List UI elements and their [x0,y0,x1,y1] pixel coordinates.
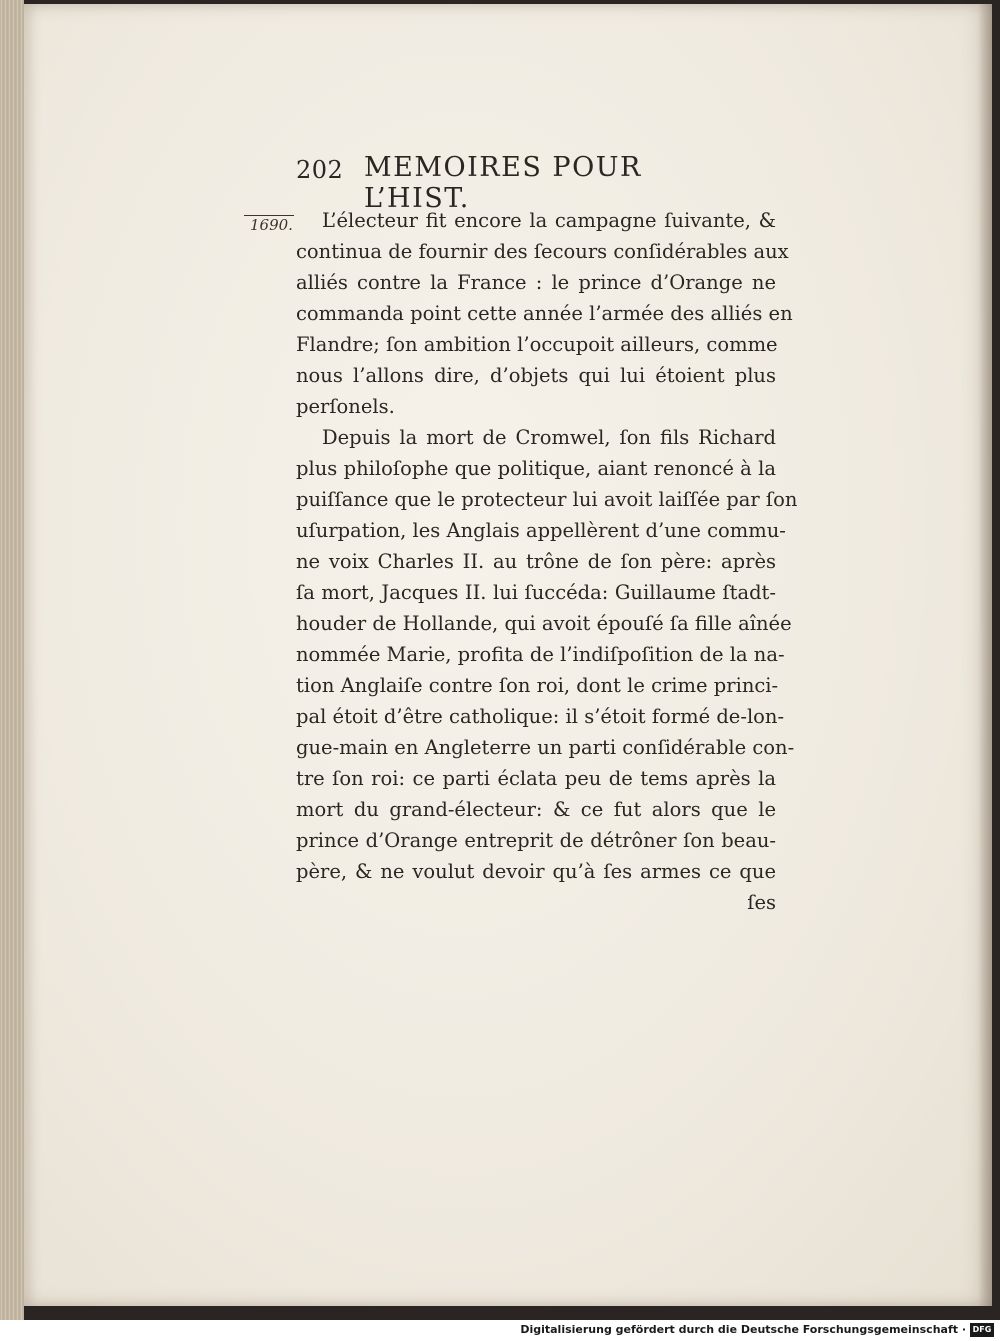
text-line: ſa mort, Jacques II. lui ſuccéda: Guillaume ſtadt- [296,581,776,604]
digitization-footer [0,1320,1000,1341]
text-line: Depuis la mort de Cromwel, ſon fils Richard [322,426,776,449]
running-title: MEMOIRES POUR L’HIST. [364,152,642,214]
text-line: père, & ne voulut devoir qu’à ſes armes ce que [296,860,776,883]
dfg-logo: DFG [970,1323,994,1337]
text-line: commanda point cette année l’armée des alliés en [296,302,793,325]
text-line: tion Anglaiſe contre ſon roi, dont le crime princi- [296,674,779,697]
text-line: nous l’allons dire, d’objets qui lui étoient plus [296,364,776,387]
body-text [296,205,798,918]
text-line: uſurpation, les Anglais appellèrent d’une commu- [296,519,786,542]
text-line: ne voix Charles II. au trône de ſon père: après [296,550,776,573]
book-page-edges [0,0,24,1320]
footer-credit: Digitalisierung gefördert durch die Deutsche Forschungsgemeinschaft · [520,1323,966,1336]
text-line: prince d’Orange entreprit de détrôner ſon beau- [296,829,776,852]
margin-year-note: 1690. [250,216,293,234]
text-line: tre ſon roi: ce parti éclata peu de tems après la [296,767,776,790]
text-line: plus philoſophe que politique, aiant renoncé à la [296,457,776,480]
text-line: continua de fournir des ſecours conſidérables aux [296,240,789,263]
text-line: perſonels. [296,395,395,418]
catchword: ſes [747,891,776,914]
text-line: Flandre; ſon ambition l’occupoit ailleurs, comme [296,333,778,356]
text-line: alliés contre la France : le prince d’Orange ne [296,271,776,294]
text-line: mort du grand-électeur: & ce fut alors que le [296,798,776,821]
text-line: puiſſance que le protecteur lui avoit laiſſée par ſon [296,488,798,511]
page-gutter-shadow [978,4,992,1306]
page-header [296,150,756,214]
text-line: nommée Marie, profita de l’indiſpoſition de la na- [296,643,785,666]
text-line: L’électeur fit encore la campagne ſuivante, & [322,209,776,232]
page-number: 202 [296,156,344,184]
text-line: houder de Hollande, qui avoit épouſé ſa fille aînée [296,612,792,635]
text-line: gue-main en Angleterre un parti conſidérable con- [296,736,795,759]
text-line: pal étoit d’être catholique: il s’étoit formé de-lon- [296,705,785,728]
